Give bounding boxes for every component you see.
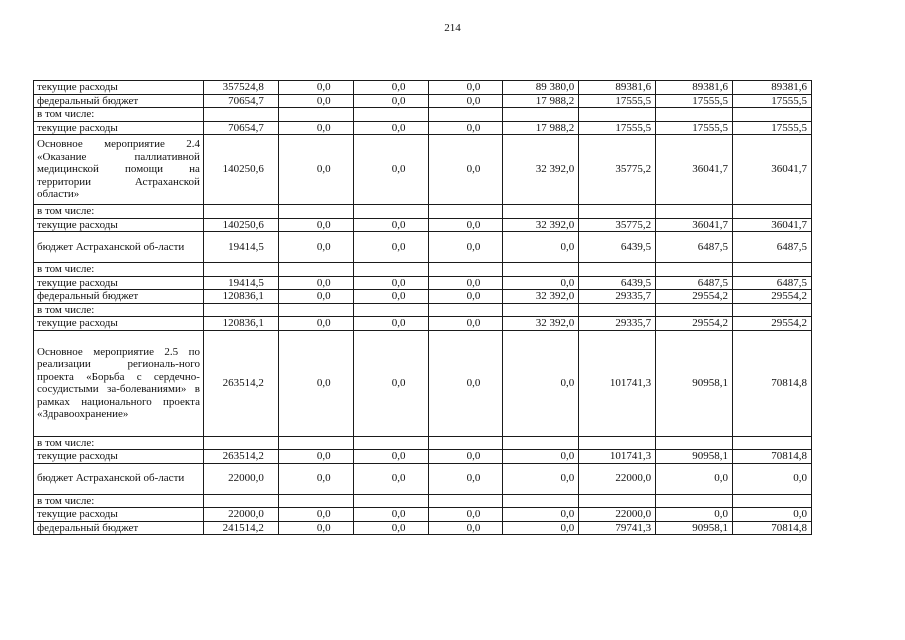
value-cell: 22000,0 [203, 463, 278, 494]
value-cell: 19414,5 [203, 276, 278, 290]
value-cell: 0,0 [353, 330, 428, 436]
value-cell: 17555,5 [656, 121, 733, 135]
budget-table [33, 80, 812, 535]
value-cell [278, 263, 353, 277]
value-cell [278, 494, 353, 508]
value-cell [579, 494, 656, 508]
value-cell [656, 108, 733, 122]
table-row [34, 135, 812, 205]
value-cell: 0,0 [278, 463, 353, 494]
table-row [34, 494, 812, 508]
value-cell: 0,0 [428, 81, 503, 95]
value-cell: 0,0 [428, 135, 503, 205]
value-cell [203, 303, 278, 317]
value-cell [733, 436, 812, 450]
value-cell: 70814,8 [733, 330, 812, 436]
row-label: Основное мероприятие 2.5 по реализации региональ-ного проекта «Борьба с сердечно-сосудистыми за-болеваниями» в рамках национального проекта «Здравоохранение» [34, 330, 204, 436]
table-row [34, 263, 812, 277]
value-cell: 0,0 [428, 450, 503, 464]
value-cell: 0,0 [428, 276, 503, 290]
value-cell: 101741,3 [579, 450, 656, 464]
value-cell: 0,0 [428, 317, 503, 331]
value-cell: 0,0 [428, 121, 503, 135]
value-cell [353, 494, 428, 508]
value-cell: 70814,8 [733, 521, 812, 535]
value-cell: 6487,5 [733, 232, 812, 263]
value-cell: 6487,5 [656, 232, 733, 263]
value-cell [733, 205, 812, 219]
row-label: в том числе: [34, 205, 204, 219]
value-cell [579, 436, 656, 450]
value-cell [203, 205, 278, 219]
value-cell: 0,0 [353, 463, 428, 494]
table-row [34, 205, 812, 219]
value-cell: 36041,7 [733, 218, 812, 232]
value-cell: 0,0 [428, 232, 503, 263]
value-cell: 0,0 [353, 135, 428, 205]
value-cell: 89381,6 [579, 81, 656, 95]
value-cell [503, 303, 579, 317]
row-label: текущие расходы [34, 121, 204, 135]
value-cell [278, 436, 353, 450]
value-cell: 17555,5 [733, 94, 812, 108]
table-row [34, 121, 812, 135]
value-cell [579, 263, 656, 277]
value-cell: 79741,3 [579, 521, 656, 535]
value-cell: 6487,5 [656, 276, 733, 290]
row-label: в том числе: [34, 303, 204, 317]
value-cell [353, 303, 428, 317]
value-cell: 0,0 [428, 218, 503, 232]
table-row [34, 108, 812, 122]
value-cell: 36041,7 [656, 218, 733, 232]
table-row [34, 436, 812, 450]
table-row [34, 218, 812, 232]
value-cell: 36041,7 [733, 135, 812, 205]
row-label: Основное мероприятие 2.4 «Оказание паллиативной медицинской помощи на территории Астраханской области» [34, 135, 204, 205]
value-cell: 0,0 [733, 508, 812, 522]
value-cell: 36041,7 [656, 135, 733, 205]
value-cell: 90958,1 [656, 521, 733, 535]
row-label: в том числе: [34, 263, 204, 277]
value-cell [656, 494, 733, 508]
value-cell: 0,0 [503, 232, 579, 263]
table-row [34, 232, 812, 263]
row-label: текущие расходы [34, 218, 204, 232]
value-cell: 0,0 [278, 450, 353, 464]
value-cell: 32 392,0 [503, 290, 579, 304]
value-cell [278, 205, 353, 219]
value-cell: 0,0 [353, 508, 428, 522]
value-cell: 0,0 [503, 450, 579, 464]
value-cell: 70814,8 [733, 450, 812, 464]
value-cell: 6439,5 [579, 276, 656, 290]
row-label: в том числе: [34, 494, 204, 508]
value-cell: 32 392,0 [503, 135, 579, 205]
value-cell: 17555,5 [579, 121, 656, 135]
value-cell: 29335,7 [579, 290, 656, 304]
value-cell: 29554,2 [733, 290, 812, 304]
value-cell [428, 436, 503, 450]
value-cell: 0,0 [503, 508, 579, 522]
row-label: текущие расходы [34, 81, 204, 95]
row-label: в том числе: [34, 436, 204, 450]
value-cell: 0,0 [428, 521, 503, 535]
value-cell [203, 108, 278, 122]
value-cell: 89381,6 [656, 81, 733, 95]
value-cell: 19414,5 [203, 232, 278, 263]
table-row [34, 317, 812, 331]
page-number: 214 [444, 22, 461, 34]
table-row [34, 450, 812, 464]
table-row [34, 521, 812, 535]
value-cell: 0,0 [278, 290, 353, 304]
table-row [34, 463, 812, 494]
value-cell [428, 494, 503, 508]
value-cell: 22000,0 [579, 463, 656, 494]
row-label: федеральный бюджет [34, 521, 204, 535]
value-cell [656, 205, 733, 219]
value-cell [353, 436, 428, 450]
value-cell: 0,0 [656, 463, 733, 494]
value-cell [428, 108, 503, 122]
value-cell: 17555,5 [579, 94, 656, 108]
value-cell: 0,0 [503, 330, 579, 436]
value-cell: 70654,7 [203, 121, 278, 135]
row-label: в том числе: [34, 108, 204, 122]
value-cell: 0,0 [656, 508, 733, 522]
table-row [34, 276, 812, 290]
value-cell: 17555,5 [733, 121, 812, 135]
value-cell [353, 108, 428, 122]
value-cell: 0,0 [278, 135, 353, 205]
value-cell: 35775,2 [579, 218, 656, 232]
value-cell [203, 263, 278, 277]
value-cell: 17 988,2 [503, 94, 579, 108]
value-cell [503, 436, 579, 450]
value-cell [278, 303, 353, 317]
value-cell: 0,0 [428, 330, 503, 436]
value-cell: 0,0 [278, 317, 353, 331]
value-cell: 35775,2 [579, 135, 656, 205]
value-cell: 140250,6 [203, 218, 278, 232]
value-cell [278, 108, 353, 122]
value-cell: 101741,3 [579, 330, 656, 436]
table-row [34, 330, 812, 436]
value-cell: 0,0 [278, 94, 353, 108]
value-cell: 120836,1 [203, 290, 278, 304]
value-cell: 29554,2 [656, 317, 733, 331]
row-label: бюджет Астраханской об-ласти [34, 232, 204, 263]
value-cell: 32 392,0 [503, 317, 579, 331]
value-cell [503, 108, 579, 122]
value-cell: 0,0 [353, 94, 428, 108]
value-cell [503, 494, 579, 508]
value-cell: 140250,6 [203, 135, 278, 205]
value-cell: 0,0 [353, 450, 428, 464]
value-cell: 0,0 [353, 121, 428, 135]
value-cell: 6487,5 [733, 276, 812, 290]
value-cell: 0,0 [353, 290, 428, 304]
value-cell: 0,0 [278, 218, 353, 232]
row-label: текущие расходы [34, 508, 204, 522]
value-cell: 6439,5 [579, 232, 656, 263]
value-cell: 0,0 [278, 330, 353, 436]
value-cell [733, 263, 812, 277]
table-row [34, 303, 812, 317]
value-cell: 0,0 [733, 463, 812, 494]
value-cell [353, 263, 428, 277]
value-cell [656, 303, 733, 317]
value-cell [579, 108, 656, 122]
value-cell: 241514,2 [203, 521, 278, 535]
row-label: текущие расходы [34, 276, 204, 290]
value-cell [503, 205, 579, 219]
value-cell: 29554,2 [656, 290, 733, 304]
value-cell [733, 108, 812, 122]
value-cell: 0,0 [278, 521, 353, 535]
value-cell: 357524,8 [203, 81, 278, 95]
value-cell: 0,0 [428, 463, 503, 494]
table-row [34, 94, 812, 108]
value-cell: 0,0 [353, 218, 428, 232]
value-cell: 0,0 [353, 276, 428, 290]
value-cell: 0,0 [278, 232, 353, 263]
value-cell: 263514,2 [203, 330, 278, 436]
value-cell: 0,0 [503, 521, 579, 535]
row-label: федеральный бюджет [34, 290, 204, 304]
value-cell [428, 205, 503, 219]
value-cell [579, 205, 656, 219]
value-cell: 0,0 [503, 276, 579, 290]
value-cell: 29335,7 [579, 317, 656, 331]
row-label: федеральный бюджет [34, 94, 204, 108]
value-cell: 0,0 [353, 317, 428, 331]
value-cell [733, 303, 812, 317]
value-cell [353, 205, 428, 219]
row-label: текущие расходы [34, 450, 204, 464]
value-cell: 0,0 [353, 232, 428, 263]
value-cell [579, 303, 656, 317]
value-cell: 90958,1 [656, 450, 733, 464]
value-cell: 120836,1 [203, 317, 278, 331]
table-row [34, 81, 812, 95]
value-cell [203, 436, 278, 450]
value-cell: 0,0 [428, 94, 503, 108]
value-cell [428, 263, 503, 277]
value-cell: 0,0 [353, 521, 428, 535]
value-cell: 17555,5 [656, 94, 733, 108]
row-label: текущие расходы [34, 317, 204, 331]
value-cell: 89381,6 [733, 81, 812, 95]
value-cell: 0,0 [278, 81, 353, 95]
value-cell: 0,0 [278, 508, 353, 522]
value-cell [428, 303, 503, 317]
value-cell: 29554,2 [733, 317, 812, 331]
value-cell: 0,0 [278, 276, 353, 290]
row-label: бюджет Астраханской об-ласти [34, 463, 204, 494]
value-cell [203, 494, 278, 508]
table-row [34, 508, 812, 522]
value-cell: 263514,2 [203, 450, 278, 464]
value-cell: 0,0 [278, 121, 353, 135]
value-cell: 70654,7 [203, 94, 278, 108]
value-cell: 0,0 [428, 290, 503, 304]
value-cell [656, 263, 733, 277]
value-cell [733, 494, 812, 508]
value-cell: 0,0 [353, 81, 428, 95]
value-cell [656, 436, 733, 450]
value-cell: 22000,0 [203, 508, 278, 522]
value-cell: 17 988,2 [503, 121, 579, 135]
value-cell [503, 263, 579, 277]
value-cell: 0,0 [503, 463, 579, 494]
value-cell: 89 380,0 [503, 81, 579, 95]
value-cell: 0,0 [428, 508, 503, 522]
value-cell: 22000,0 [579, 508, 656, 522]
value-cell: 90958,1 [656, 330, 733, 436]
table-row [34, 290, 812, 304]
value-cell: 32 392,0 [503, 218, 579, 232]
